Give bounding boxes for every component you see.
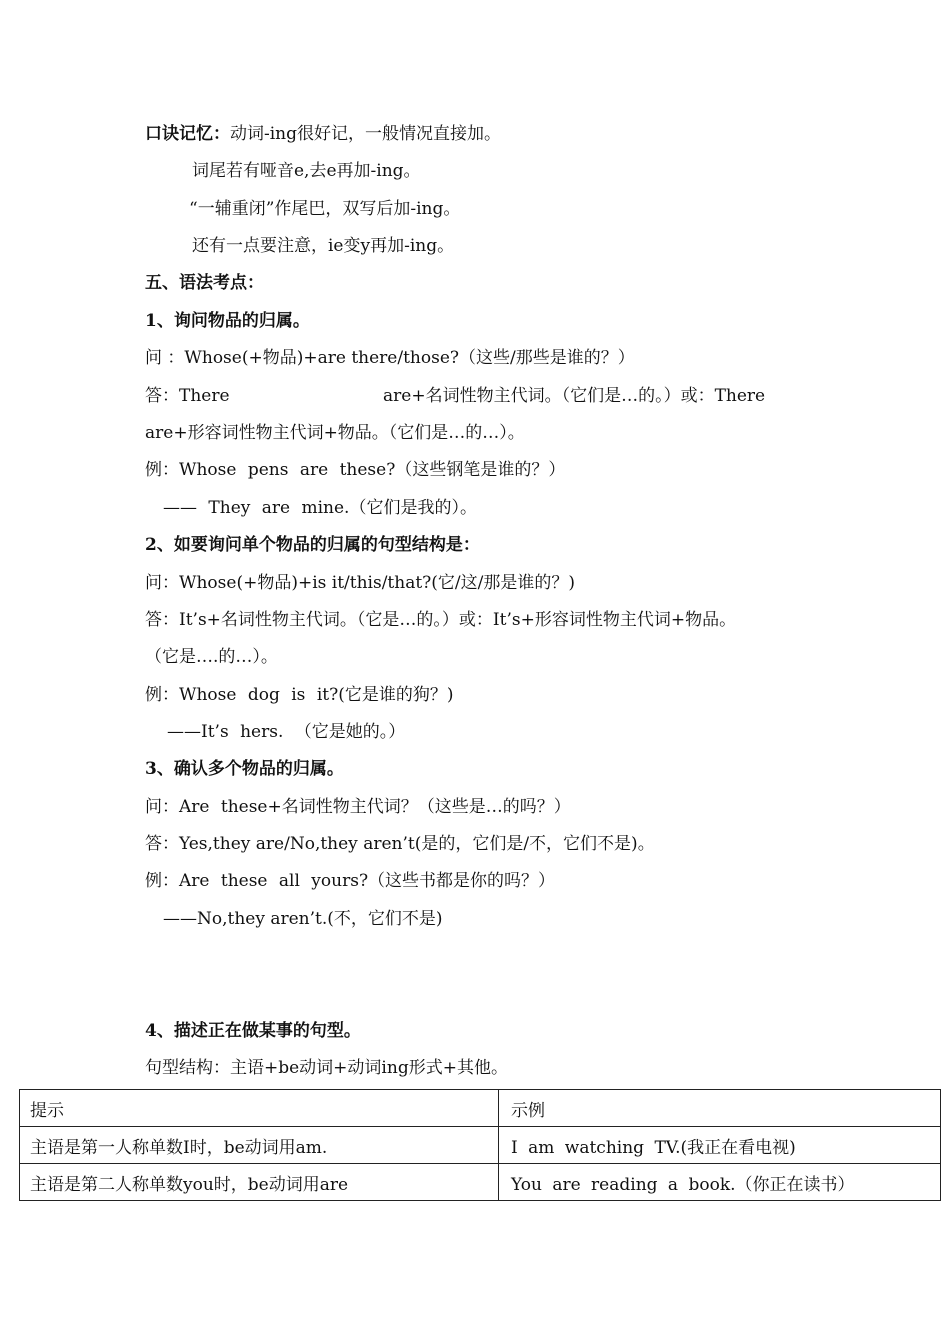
point4-structure: 句型结构：主语+be动词+动词ing形式+其他。 [145, 1058, 508, 1078]
table-cell-example: I am watching TV.(我正在看电视) [499, 1127, 941, 1164]
point2-question: 问：Whose(+物品)+is it/this/that?(它/这/那是谁的？) [145, 573, 576, 593]
section-heading: 五、语法考点： [145, 273, 264, 293]
table-cell-hint: 主语是第一人称单数I时，be动词用am. [20, 1127, 499, 1164]
point2-example-answer: ——It’s hers. （它是她的。） [167, 722, 406, 742]
point3-example-answer: ——No,they aren’t.(不，它们不是) [163, 909, 443, 929]
point4-heading: 4、描述正在做某事的句型。 [145, 1021, 361, 1041]
example-table [19, 1089, 941, 1201]
table-cell-example: You are reading a book.（你正在读书） [499, 1164, 941, 1201]
table-header-example: 示例 [499, 1090, 941, 1127]
table-header-hint: 提示 [20, 1090, 499, 1127]
point1-answer-left: 答：There [145, 386, 230, 406]
point1-example: 例：Whose pens are these?（这些钢笔是谁的？） [145, 460, 566, 480]
point1-example-answer: —— They are mine.（它们是我的）。 [163, 498, 477, 518]
mnemonic-label: 口诀记忆： [145, 124, 230, 144]
mnemonic-line-4: 还有一点要注意，ie变y再加-ing。 [192, 236, 455, 256]
point3-heading: 3、确认多个物品的归属。 [145, 759, 344, 779]
point3-question: 问：Are these+名词性物主代词？（这些是…的吗？） [145, 797, 571, 817]
point3-example: 例：Are these all yours?（这些书都是你的吗？） [145, 871, 556, 891]
point2-heading: 2、如要询问单个物品的归属的句型结构是： [145, 535, 480, 555]
mnemonic-line-3: “一辅重闭”作尾巴，双写后加-ing。 [189, 199, 461, 219]
mnemonic-line-1 [145, 123, 501, 145]
point1-question: 问 ：Whose(+物品)+are there/those?（这些/那些是谁的？） [145, 348, 635, 368]
point2-answer-cont: （它是….的…）。 [145, 647, 278, 667]
table-row [20, 1164, 941, 1201]
table-header-row [20, 1090, 941, 1127]
table-cell-hint: 主语是第二人称单数you时，be动词用are [20, 1164, 499, 1201]
point1-answer-right: are+名词性物主代词。（它们是…的。）或：There [383, 386, 766, 406]
mnemonic-line-2: 词尾若有哑音e,去e再加-ing。 [192, 161, 421, 181]
mnemonic-text-1: 动词-ing很好记，一般情况直接加。 [230, 124, 502, 144]
point1-answer-cont: are+形容词性物主代词+物品。（它们是…的…）。 [145, 423, 525, 443]
table-row [20, 1127, 941, 1164]
point3-answer: 答：Yes,they are/No,they aren’t(是的，它们是/不，它们不是)。 [145, 834, 655, 854]
point1-heading: 1、询问物品的归属。 [145, 311, 310, 331]
point2-answer: 答：It’s+名词性物主代词。（它是…的。）或：It’s+形容词性物主代词+物品。 [145, 610, 737, 630]
point2-example: 例：Whose dog is it?(它是谁的狗？) [145, 685, 454, 705]
